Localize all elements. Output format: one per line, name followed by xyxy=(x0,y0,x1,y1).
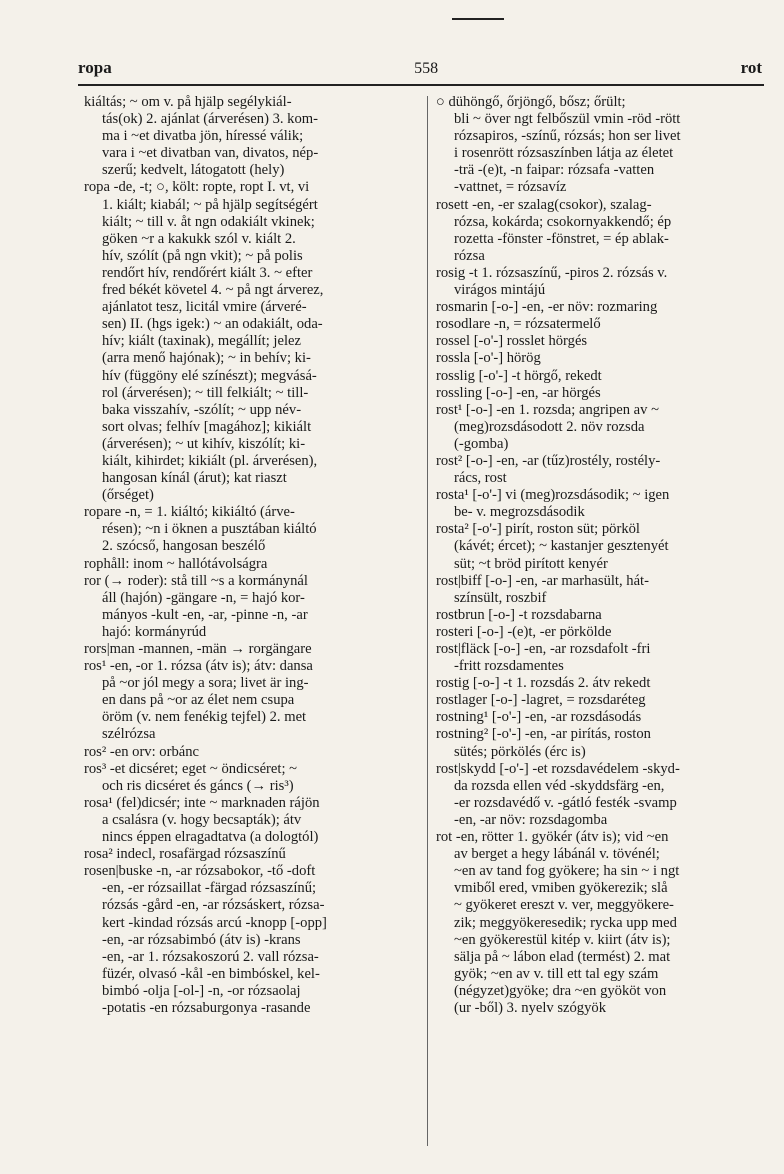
dictionary-entry: rors|man -mannen, -män → rorgängare xyxy=(84,641,312,657)
header-rule xyxy=(78,84,764,86)
dictionary-entry: rosta¹ [-o'-] vi (meg)rozsdásodik; ~ igen be- v. megrozsdásodik xyxy=(436,487,670,521)
guide-word-left: ropa xyxy=(78,58,112,77)
dictionary-entry: rost|biff [-o-] -en, -ar marhasült, hát- színsült, roszbif xyxy=(436,572,649,606)
dictionary-entry: rostning² [-o'-] -en, -ar pirítás, roston sütés; pörkölés (érc is) xyxy=(436,726,651,760)
dictionary-entry: rosett -en, -er szalag(csokor), szalag- rózsa, kokárda; csokornyakkendő; ép rozetta -fönster -fönstret, = ép ablak- rózsa xyxy=(436,196,672,264)
top-mark xyxy=(452,18,504,20)
dictionary-entry: ros³ -et dicséret; eget ~ öndicséret; ~ och ris dicséret és gáncs (→ ris³) xyxy=(84,760,298,794)
page-header xyxy=(78,58,762,82)
dictionary-entry: rossel [-o'-] rosslet hörgés xyxy=(436,333,588,350)
dictionary-entry: rosmarin [-o-] -en, -er növ: rozmaring xyxy=(436,299,658,316)
dictionary-entry: rossling [-o-] -en, -ar hörgés xyxy=(436,384,601,401)
dictionary-entry: ros² -en orv: orbánc xyxy=(84,743,200,760)
dictionary-entry: rostlager [-o-] -lagret, = rozsdaréteg xyxy=(436,692,646,709)
dictionary-entry: rost|skydd [-o'-] -et rozsdavédelem -skyd- da rozsda ellen véd -skyddsfärg -en, -er rozsdavédő v. -gátló festék -svamp -en, -ar növ: rozsdagomba xyxy=(436,760,680,828)
dictionary-entry: rosa² indecl, rosafärgad rózsaszínű xyxy=(84,846,286,863)
dictionary-entry: rostbrun [-o-] -t rozsdabarna xyxy=(436,606,602,623)
dictionary-entry: rosig -t 1. rózsaszínű, -piros 2. rózsás v. virágos mintájú xyxy=(436,264,668,299)
dictionary-entry: ros¹ -en, -or 1. rózsa (átv is); átv: dansa på ~or jól megy a sora; livet är ing- en dans på ~or az élet nem csupa öröm (v. nem fenékig tejfel) 2. met szélrózsa xyxy=(84,658,313,743)
dictionary-entry: kiáltás; ~ om v. på hjälp segélykiál- tás(ok) 2. ajánlat (árverésen) 3. kom- ma i ~et divatba jön, híressé válik; vara i ~et divatban van, divatos, nép- szerű; kedvelt, látogatott (hely) xyxy=(84,94,319,179)
dictionary-entry: rosa¹ (fel)dicsér; inte ~ marknaden rájön a csalásra (v. hogy becsapták); átv nincs éppen elragadtatva (a dologtól) xyxy=(84,794,320,846)
dictionary-entry: rost|fläck [-o-] -en, -ar rozsdafolt -fri -fritt rozsdamentes xyxy=(436,641,651,675)
dictionary-entry: ropa -de, -t; ○, költ: ropte, ropt I. vt, vi 1. kiált; kiabál; ~ på hjälp segítségért kiált; ~ till v. åt ngn odakiált vkinek; göken ~r a kakukk szól v. kiált 2. hív, szólít (på ngn vkit); ~ på polis rendőrt hív, rendőrért kiált 3. ~ efter fred békét követel 4. ~ på ngt árverez, ajánlatot tesz, licitál vmire (árveré- sen) II. (hgs igek:) ~ an odakiált, oda- hív; kiált (taxinak), megállít; jelez (arra menő hajónak); ~ in behív; ki- hív (függöny elé színészt); megvásá- rol (árverésen); ~ till felkiált; ~ till- baka visszahív, -szólít; ~ upp név- sort olvas; felhív [magához]; kikiált (árverésen); ~ ut kihív, kiszólít; ki- kiált, kihirdet; kikiált (pl. árverésen), hangosan kínál (árut); kat riaszt (őrséget) xyxy=(84,179,324,504)
dictionary-entry: rostig [-o-] -t 1. rozsdás 2. átv rekedt xyxy=(436,675,651,692)
right-column xyxy=(436,94,766,1017)
dictionary-entry: rosodlare -n, = rózsatermelő xyxy=(436,316,601,333)
dictionary-entry: rosen|buske -n, -ar rózsabokor, -tő -doft -en, -er rózsaillat -färgad rózsaszínű; rózsás -gård -en, -ar rózsáskert, rózsa- kert -kindad rózsás arcú -knopp [-opp] -en, -ar rózsabimbó (átv is) -krans -en, -ar 1. rózsakoszorú 2. vall rózsa- füzér, olvasó -kål -en bimbóskel, kel- bimbó -olja [-ol-] -n, -or rózsaolaj -potatis -en rózsaburgonya -rasande xyxy=(84,863,327,1016)
dictionary-entry: rosta² [-o'-] pirít, roston süt; pörköl (kávét; ércet); ~ kastanjer gesztenyét süt; ~t bröd pirított kenyér xyxy=(436,521,669,572)
dictionary-entry: rot -en, rötter 1. gyökér (átv is); vid ~en av berget a hegy lábánál v. tövénél; ~en av tand fog gyökere; ha sin ~ i ngt vmiből ered, vmiben gyökerezik; slå ~ gyökeret ereszt v. ver, meggyökere- zik; meggyökeresedik; rycka upp med ~en gyökerestül kitép v. kiirt (átv is); sälja på ~ lábon elad (termést) 2. mat gyök; ~en av v. till ett tal egy szám (négyzet)gyöke; dra ~en gyököt von (ur -ből) 3. nyelv szógyök xyxy=(436,829,680,1016)
dictionary-entry: ropare -n, = 1. kiáltó; kikiáltó (árve- résen); ~n i öknen a pusztában kiáltó 2. szócső, hangosan beszélő xyxy=(84,504,317,555)
dictionary-entry: rost¹ [-o-] -en 1. rozsda; angripen av ~ (meg)rozsdásodott 2. növ rozsda (-gomba) xyxy=(436,401,659,452)
dictionary-entry: ror (→ roder): stå till ~s a kormánynál áll (hajón) -gängare -n, = hajó kor- mányos -kult -en, -ar, -pinne -n, -ar hajó: kormányrúd xyxy=(84,572,308,640)
dictionary-entry: rosslig [-o'-] -t hörgő, rekedt xyxy=(436,367,602,384)
dictionary-entry: rossla [-o'-] hörög xyxy=(436,350,541,367)
page-number: 558 xyxy=(414,60,439,77)
dictionary-entry: rophåll: inom ~ hallótávolságra xyxy=(84,555,268,572)
dictionary-entry: rosteri [-o-] -(e)t, -er pörkölde xyxy=(436,623,612,640)
dictionary-entry: rostning¹ [-o'-] -en, -ar rozsdásodás xyxy=(436,709,642,726)
guide-word-right: rot xyxy=(740,58,762,77)
dictionary-entry: ○ dühöngő, őrjöngő, bősz; őrült; bli ~ över ngt felbőszül vmin -röd -rött rózsapiros, -színű, rózsás; hon ser livet i rosenrött rózsaszínben látja az életet -trä -(e)t, -n faipar: rózsafa -vatten -vattnet, = rózsavíz xyxy=(436,94,681,196)
dictionary-entry: rost² [-o-] -en, -ar (tűz)rostély, rostély- rács, rost xyxy=(436,452,661,487)
column-divider xyxy=(427,96,428,1146)
left-column xyxy=(84,94,420,1017)
